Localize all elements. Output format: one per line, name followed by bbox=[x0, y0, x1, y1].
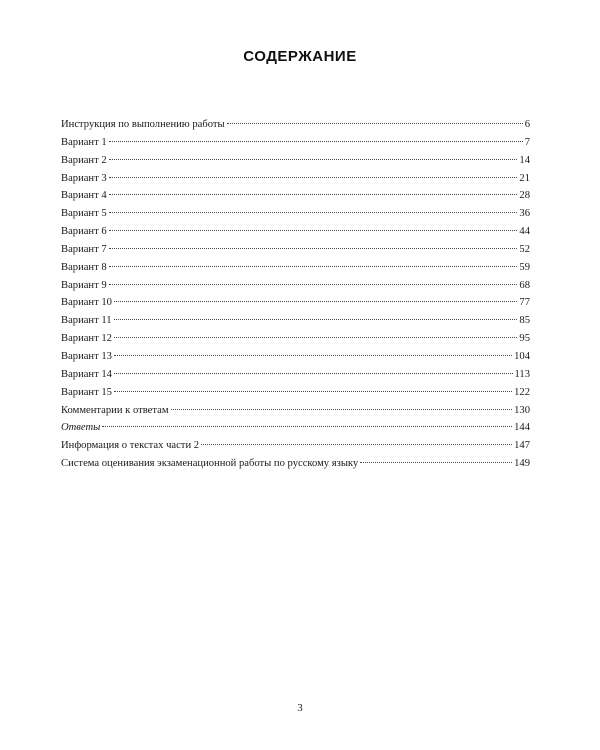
toc-entry-page: 104 bbox=[514, 350, 530, 362]
toc-entry-page: 21 bbox=[519, 172, 530, 184]
toc-entry-title: Вариант 12 bbox=[61, 333, 112, 345]
toc-entry-title: Вариант 6 bbox=[61, 226, 107, 238]
toc-entry-page: 59 bbox=[519, 261, 530, 273]
toc-entry bbox=[61, 348, 530, 366]
toc-leader-dots bbox=[109, 194, 518, 195]
toc-entry bbox=[61, 294, 530, 312]
page-title: СОДЕРЖАНИЕ bbox=[243, 48, 357, 65]
toc-entry-page: 68 bbox=[519, 279, 530, 291]
toc-entry-page: 44 bbox=[519, 226, 530, 238]
toc-leader-dots bbox=[114, 355, 512, 356]
toc-entry-page: 147 bbox=[514, 440, 530, 452]
toc-entry-title: Вариант 15 bbox=[61, 386, 112, 398]
toc-entry bbox=[61, 116, 530, 134]
toc-entry-page: 14 bbox=[519, 154, 530, 166]
toc-entry-title: Комментарии к ответам bbox=[61, 404, 169, 416]
toc-entry bbox=[61, 134, 530, 152]
toc-leader-dots bbox=[109, 141, 523, 142]
toc-entry-page: 95 bbox=[519, 333, 530, 345]
toc-entry bbox=[61, 187, 530, 205]
toc-entry bbox=[61, 384, 530, 402]
toc-entry-title: Ответы bbox=[61, 422, 101, 434]
toc-leader-dots bbox=[171, 409, 513, 410]
toc-entry-page: 6 bbox=[524, 119, 530, 130]
toc-leader-dots bbox=[114, 373, 513, 374]
toc-entry-title: Вариант 9 bbox=[61, 279, 107, 291]
toc-entry-page: 36 bbox=[519, 208, 530, 220]
toc-entry bbox=[61, 170, 530, 188]
toc-entry-title: Вариант 4 bbox=[61, 190, 107, 202]
toc-entry-page: 149 bbox=[514, 458, 530, 470]
toc-entry bbox=[61, 259, 530, 277]
toc-entry-page: 122 bbox=[514, 386, 530, 398]
toc-entry-title: Вариант 3 bbox=[61, 172, 107, 184]
toc-entry bbox=[61, 277, 530, 295]
toc-leader-dots bbox=[109, 212, 518, 213]
toc-entry-title: Вариант 5 bbox=[61, 208, 107, 220]
toc-entry bbox=[61, 402, 530, 420]
toc-entry-page: 52 bbox=[519, 243, 530, 255]
toc-leader-dots bbox=[360, 462, 512, 463]
toc-leader-dots bbox=[114, 391, 512, 392]
toc-entry-title: Вариант 2 bbox=[61, 154, 107, 166]
toc-entry-page: 28 bbox=[519, 190, 530, 202]
toc-entry-title: Вариант 1 bbox=[61, 136, 107, 148]
toc-leader-dots bbox=[109, 248, 518, 249]
toc-entry bbox=[61, 366, 530, 384]
toc-entry-title: Вариант 8 bbox=[61, 261, 107, 273]
toc-leader-dots bbox=[109, 177, 518, 178]
toc-entry bbox=[61, 241, 530, 259]
toc-entry bbox=[61, 437, 530, 455]
toc-entry-page: 7 bbox=[524, 136, 530, 148]
toc-entry-title: Вариант 7 bbox=[61, 243, 107, 255]
toc-entry-title: Вариант 11 bbox=[61, 315, 112, 327]
toc-entry bbox=[61, 223, 530, 241]
toc-entry-title: Вариант 10 bbox=[61, 297, 112, 309]
toc-leader-dots bbox=[109, 284, 518, 285]
toc-entry bbox=[61, 312, 530, 330]
toc-entry bbox=[61, 455, 530, 473]
toc-entry-page: 77 bbox=[519, 297, 530, 309]
toc-entry-page: 113 bbox=[514, 368, 530, 380]
toc-entry-title: Инструкция по выполнению работы bbox=[61, 119, 225, 130]
toc-entry-title: Информация о текстах части 2 bbox=[61, 440, 200, 452]
toc-entry bbox=[61, 419, 530, 437]
toc-leader-dots bbox=[227, 123, 523, 124]
toc-leader-dots bbox=[109, 266, 518, 267]
toc-leader-dots bbox=[102, 426, 512, 427]
toc-leader-dots bbox=[114, 319, 518, 320]
toc-leader-dots bbox=[114, 337, 517, 338]
toc-entry-page: 144 bbox=[514, 422, 530, 434]
toc-entry-page: 85 bbox=[519, 315, 530, 327]
toc-entry-page: 130 bbox=[514, 404, 530, 416]
table-of-contents bbox=[61, 116, 530, 473]
toc-leader-dots bbox=[201, 444, 512, 445]
page-number: 3 bbox=[297, 702, 303, 714]
toc-entry-title: Вариант 13 bbox=[61, 350, 112, 362]
toc-entry-title: Система оценивания экзаменационной работы по русскому языку bbox=[61, 458, 359, 470]
toc-entry-title: Вариант 14 bbox=[61, 368, 112, 380]
toc-entry bbox=[61, 152, 530, 170]
toc-leader-dots bbox=[109, 230, 518, 231]
toc-leader-dots bbox=[114, 301, 517, 302]
toc-entry bbox=[61, 205, 530, 223]
toc-entry bbox=[61, 330, 530, 348]
toc-leader-dots bbox=[109, 159, 518, 160]
